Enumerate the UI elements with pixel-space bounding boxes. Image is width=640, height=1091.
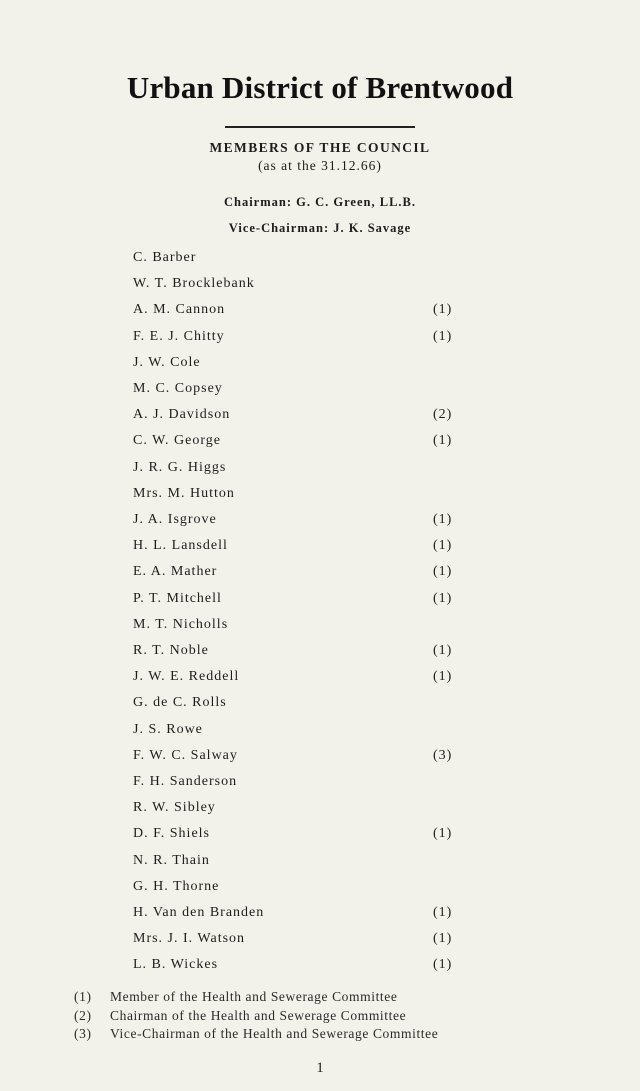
footnote-item: [74, 989, 397, 1007]
member-name: F. W. C. Salway: [133, 747, 238, 763]
member-committee-note: (1): [433, 302, 453, 318]
member-committee-note: (3): [433, 747, 453, 763]
member-name: J. R. G. Higgs: [133, 459, 227, 475]
member-name: J. W. Cole: [133, 354, 201, 370]
member-name: L. B. Wickes: [133, 957, 219, 973]
member-committee-note: (2): [433, 407, 453, 423]
footnote-mark: (2): [74, 1007, 92, 1023]
page-number: 1: [316, 1060, 324, 1076]
footnote-item: [74, 1026, 438, 1044]
member-row: [133, 512, 463, 532]
member-row: [133, 669, 463, 689]
member-row: [133, 695, 463, 715]
member-row: [133, 433, 463, 453]
member-name: C. Barber: [133, 250, 197, 265]
member-row: [133, 853, 463, 873]
member-name: A. J. Davidson: [133, 407, 231, 423]
member-committee-note: (1): [433, 328, 453, 344]
member-row: [133, 538, 463, 558]
member-row: [133, 748, 463, 768]
member-row: [133, 407, 463, 427]
section-heading: MEMBERS OF THE COUNCIL: [209, 140, 431, 155]
member-row: [133, 564, 463, 584]
member-row: [133, 905, 463, 925]
member-name: R. T. Noble: [133, 643, 209, 658]
member-row: [133, 355, 463, 375]
member-row: [133, 879, 463, 899]
footnote-text: Chairman of the Health and Sewerage Committee: [110, 1007, 407, 1023]
member-row: [133, 460, 463, 480]
section-date: (as at the 31.12.66): [258, 158, 382, 173]
member-row: [133, 250, 463, 270]
member-row: [133, 591, 463, 611]
member-name: Mrs. M. Hutton: [133, 485, 235, 501]
member-name: A. M. Cannon: [133, 302, 226, 318]
member-row: [133, 931, 463, 951]
footnote-text: Vice-Chairman of the Health and Sewerage Committee: [110, 1026, 439, 1041]
member-committee-note: (1): [433, 512, 453, 527]
member-committee-note: (1): [433, 643, 453, 658]
member-name: J. S. Rowe: [133, 721, 203, 737]
footnote-text: Member of the Health and Sewerage Committee: [110, 989, 398, 1004]
member-name: F. E. J. Chitty: [133, 328, 225, 344]
member-name: P. T. Mitchell: [133, 590, 222, 606]
member-name: W. T. Brocklebank: [133, 276, 255, 292]
member-name: M. C. Copsey: [133, 381, 223, 396]
member-row: [133, 617, 463, 637]
title-rule: [225, 126, 415, 128]
member-committee-note: (1): [433, 669, 453, 685]
chairman-line: Chairman: G. C. Green, LL.B.: [223, 195, 416, 209]
member-name: N. R. Thain: [133, 852, 210, 868]
member-name: G. de C. Rolls: [133, 695, 227, 711]
member-row: [133, 722, 463, 742]
member-name: M. T. Nicholls: [133, 616, 229, 632]
footnote-item: [74, 1008, 406, 1026]
member-name: H. Van den Branden: [133, 905, 265, 920]
member-row: [133, 329, 463, 349]
footnote-mark: (3): [74, 1026, 92, 1041]
member-name: Mrs. J. I. Watson: [133, 931, 246, 947]
footnote-mark: (1): [74, 989, 92, 1004]
member-row: [133, 381, 463, 401]
member-row: [133, 643, 463, 663]
member-committee-note: (1): [433, 590, 453, 606]
member-name: G. H. Thorne: [133, 878, 220, 894]
document-title: Urban District of Brentwood: [126, 70, 514, 105]
member-committee-note: (1): [433, 905, 453, 920]
member-row: [133, 800, 463, 820]
member-name: R. W. Sibley: [133, 800, 216, 816]
member-row: [133, 276, 463, 296]
member-row: [133, 826, 463, 846]
member-committee-note: (1): [433, 826, 453, 842]
member-committee-note: (1): [433, 433, 453, 449]
member-name: J. W. E. Reddell: [133, 669, 240, 685]
member-committee-note: (1): [433, 538, 453, 554]
member-row: [133, 957, 463, 977]
member-row: [133, 302, 463, 322]
member-committee-note: (1): [433, 564, 453, 580]
member-name: C. W. George: [133, 433, 221, 449]
member-name: D. F. Shiels: [133, 826, 211, 842]
member-name: E. A. Mather: [133, 564, 218, 580]
member-row: [133, 774, 463, 794]
member-committee-note: (1): [433, 957, 453, 973]
member-name: F. H. Sanderson: [133, 774, 238, 789]
member-name: H. L. Lansdell: [133, 538, 228, 554]
member-row: [133, 486, 463, 506]
member-committee-note: (1): [433, 931, 453, 947]
member-name: J. A. Isgrove: [133, 512, 217, 527]
vice-chairman-line: Vice-Chairman: J. K. Savage: [228, 221, 412, 235]
